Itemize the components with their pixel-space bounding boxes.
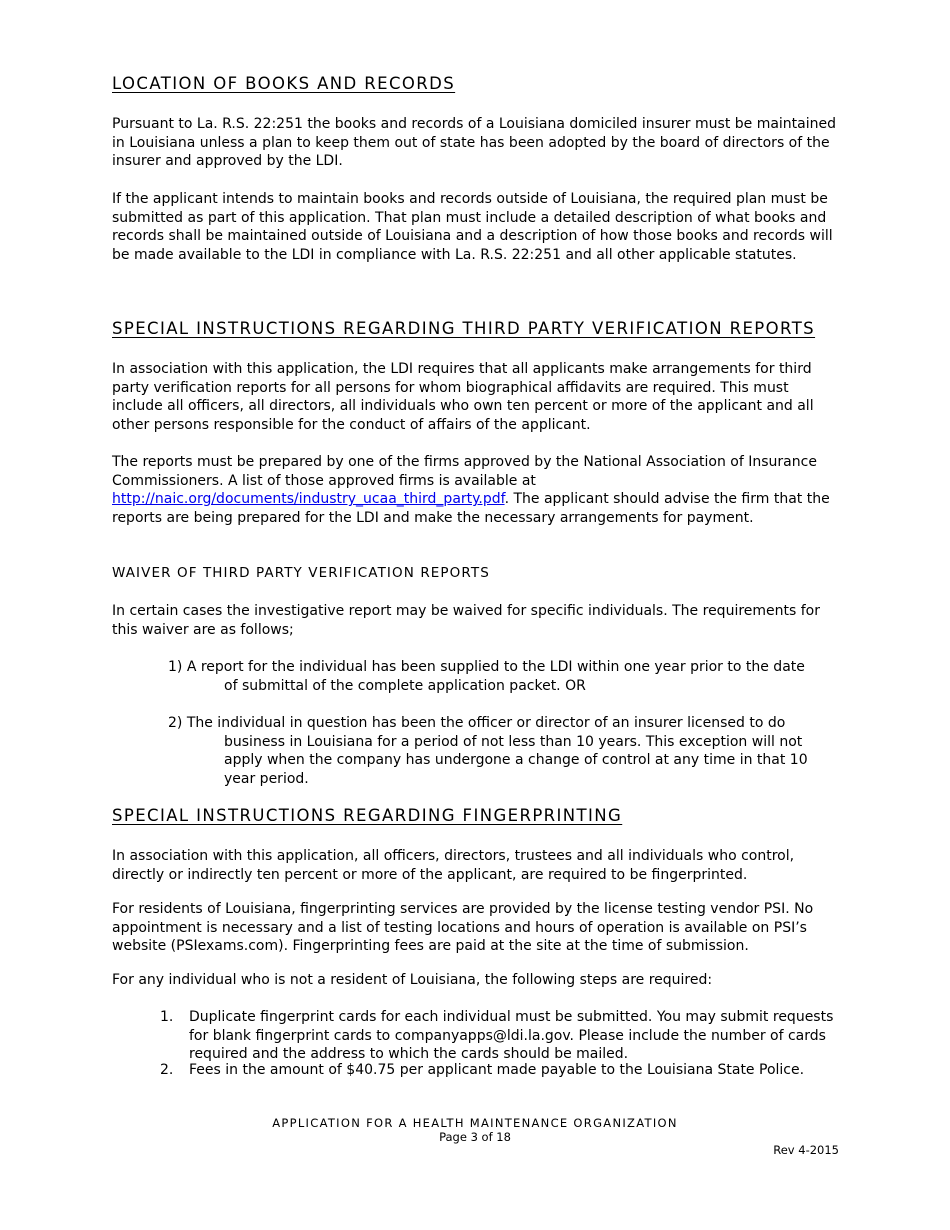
naic-firms-link[interactable]: http://naic.org/documents/industry_ucaa_third_party.pdf <box>112 491 505 508</box>
heading-books-records: LOCATION OF BOOKS AND RECORDS <box>112 74 456 93</box>
heading-third-party-reports: SPECIAL INSTRUCTIONS REGARDING THIRD PARTY VERIFICATION REPORTS <box>112 319 816 338</box>
heading-waiver: WAIVER OF THIRD PARTY VERIFICATION REPORTS <box>112 565 490 581</box>
paragraph-text: The reports must be prepared by one of the firms approved by the National Association of Insurance Commissioners. A list of those approved firms is available at <box>112 454 817 489</box>
heading-fingerprinting: SPECIAL INSTRUCTIONS REGARDING FINGERPRINTING <box>112 806 623 825</box>
paragraph: If the applicant intends to maintain books and records outside of Louisiana, the required plan must be submitted as part of this application. That plan must include a detailed description of what books and records shall be maintained outside of Louisiana and a description of how those books and records will be made available to the LDI in compliance with La. R.S. 22:251 and all other applicable statutes. <box>112 191 833 263</box>
paragraph: In certain cases the investigative report may be waived for specific individuals. The requirements for this waiver are as follows; <box>112 603 820 638</box>
footer-document-title: APPLICATION FOR A HEALTH MAINTENANCE ORGANIZATION <box>272 1116 678 1130</box>
list-item-text: Duplicate fingerprint cards for each individual must be submitted. You may submit requests for blank fingerprint cards to companyapps@ldi.la.gov. Please include the number of cards required and the address to which the cards should be mailed. <box>189 1009 834 1063</box>
list-item-number: 2. <box>160 1062 174 1078</box>
paragraph: In association with this application, all officers, directors, trustees and all individuals who control, directly or indirectly ten percent or more of the applicant, are required to be fingerprinted. <box>112 848 795 883</box>
paragraph: For residents of Louisiana, fingerprinting services are provided by the license testing vendor PSI. No appointment is necessary and a list of testing locations and hours of operation is available on PSI’s website (PSIexams.com). Fingerprinting fees are paid at the site at the time of submission. <box>112 901 814 955</box>
revision-label: Rev 4-2015 <box>773 1143 839 1157</box>
paragraph: In association with this application, the LDI requires that all applicants make arrangements for third party verification reports for all persons for whom biographical affidavits are required. This must include all officers, all directors, all individuals who own ten percent or more of the applicant and all other persons responsible for the conduct of affairs of the applicant. <box>112 361 814 433</box>
footer-title <box>0 1116 950 1130</box>
paragraph: For any individual who is not a resident of Louisiana, the following steps are required: <box>112 972 713 988</box>
waiver-item-1: 1) A report for the individual has been supplied to the LDI within one year prior to the date of submittal of the complete application packet. OR <box>168 659 805 694</box>
waiver-item-2: 2) The individual in question has been the officer or director of an insurer licensed to do business in Louisiana for a period of not less than 10 years. This exception will not apply when the company has undergone a change of control at any time in that 10 year period. <box>168 715 808 787</box>
list-item-number: 1. <box>160 1009 174 1025</box>
paragraph: Pursuant to La. R.S. 22:251 the books and records of a Louisiana domiciled insurer must be maintained in Louisiana unless a plan to keep them out of state has been adopted by the board of directors of the insurer and approved by the LDI. <box>112 116 837 170</box>
paragraph-text: . The applicant should advise the firm that the reports are being prepared for the LDI and make the necessary arrangements for payment. <box>112 491 830 526</box>
list-item-text: Fees in the amount of $40.75 per applicant made payable to the Louisiana State Police. <box>189 1062 805 1078</box>
paragraph-with-link <box>112 453 842 527</box>
footer-page-number: Page 3 of 18 <box>439 1130 511 1144</box>
